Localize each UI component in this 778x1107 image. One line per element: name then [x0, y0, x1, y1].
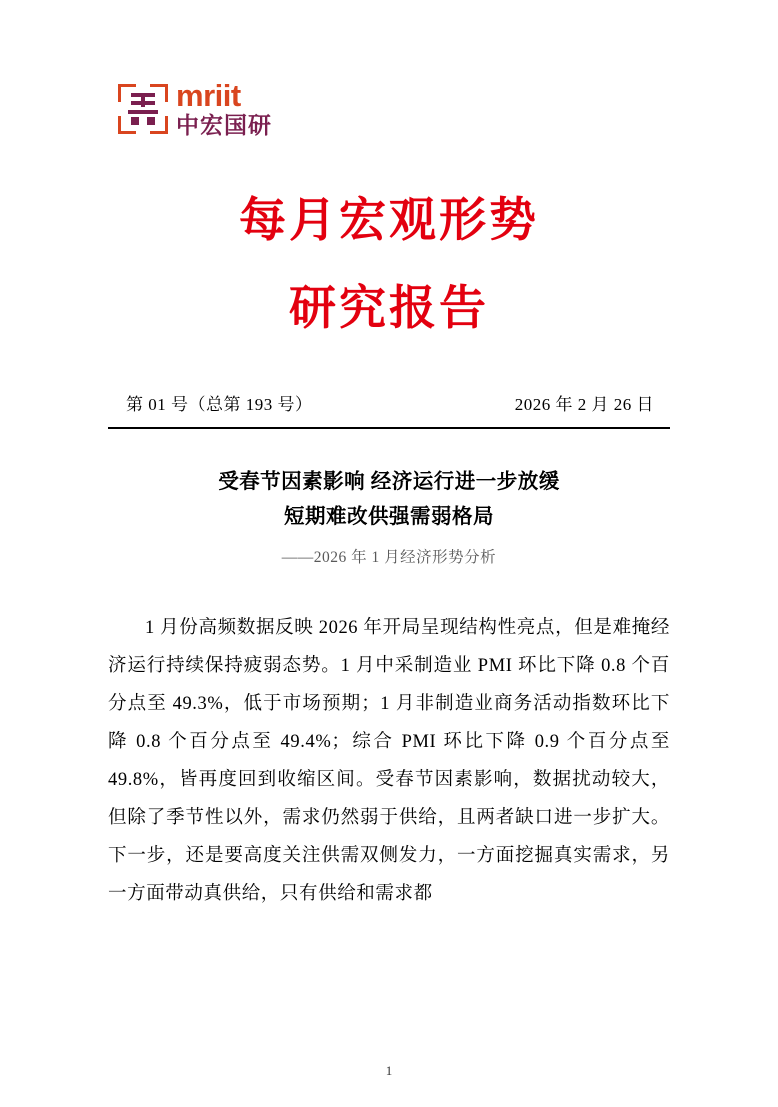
- page-number: 1: [385, 1063, 393, 1078]
- brand-logo: [108, 0, 670, 140]
- issue-info-row: [108, 390, 670, 415]
- article-headline-line2: 短期难改供强需弱格局: [284, 506, 494, 528]
- page-title: [108, 190, 670, 340]
- logo-wordmark: [176, 80, 272, 138]
- logo-latin-text: mriit: [176, 78, 241, 113]
- issue-number: 第 01 号（总第 193 号）: [126, 395, 313, 414]
- body-paragraph-1: 1 月份高频数据反映 2026 年开局呈现结构性亮点，但是难掩经济运行持续保持疲弱态势。1 月中采制造业 PMI 环比下降 0.8 个百分点至 49.3%，低于市场预期；1 月非制造业商务活动指数环比下降 0.8 个百分点至 49.4%；综合 PMI 环比下降 0.9 个百分点至 49.8%，皆再度回到收缩区间。受春节因素影响，数据扰动较大，但除了季节性以外，需求仍然弱于供给，且两者缺口进一步扩大。下一步，还是要高度关注供需双侧发力，一方面挖掘真实需求，另一方面带动真供给，只有供给和需求都: [108, 618, 670, 904]
- article-headline: [108, 465, 670, 535]
- page-title-line2: 研究报告: [289, 281, 489, 336]
- logo-chinese-text: 中宏国研: [176, 112, 272, 138]
- article-subtitle: ——2026 年 1 月经济形势分析: [281, 549, 497, 566]
- issue-date: 2026 年 2 月 26 日: [514, 395, 654, 414]
- page-title-line1: 每月宏观形势: [239, 193, 539, 248]
- seal-square-icon: [116, 82, 170, 136]
- article-headline-line1: 受春节因素影响 经济运行进一步放缓: [218, 471, 560, 493]
- horizontal-divider: [108, 427, 670, 429]
